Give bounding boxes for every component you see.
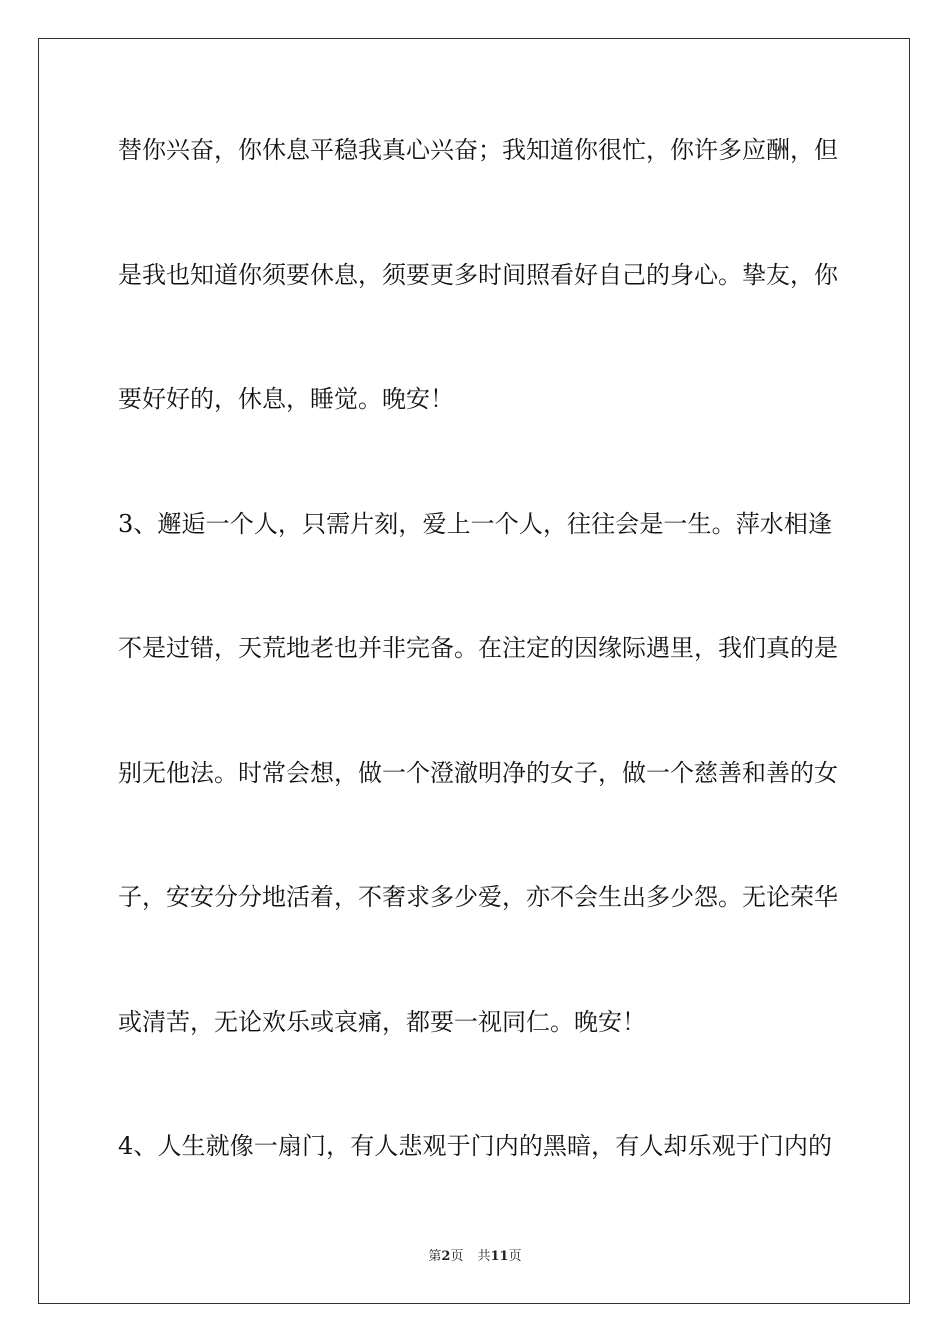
- text-line-6: 别无他法。时常会想，做一个澄澈明净的女子，做一个慈善和善的女: [118, 758, 838, 787]
- text-line-2: 是我也知道你须要休息，须要更多时间照看好自己的身心。挚友，你: [118, 260, 838, 289]
- document-body: [118, 126, 838, 1247]
- total-suffix: 页: [508, 1249, 522, 1264]
- page-suffix: 页: [450, 1249, 464, 1264]
- text-line-1: 替你兴奋，你休息平稳我真心兴奋；我知道你很忙，你许多应酬，但: [118, 136, 838, 164]
- page-prefix: 第: [428, 1249, 442, 1264]
- text-line-4: 3、邂逅一个人，只需片刻，爱上一个人，往往会是一生。萍水相逢: [118, 509, 832, 538]
- text-line-9: 4、人生就像一扇门，有人悲观于门内的黑暗，有人却乐观于门内的: [118, 1132, 832, 1160]
- text-line-7: 子，安安分分地活着，不奢求多少爱，亦不会生出多少怨。无论荣华: [118, 883, 838, 911]
- total-prefix: 共: [477, 1249, 491, 1264]
- total-pages: 11: [490, 1249, 509, 1264]
- page-footer: [0, 1248, 950, 1266]
- text-line-5: 不是过错，天荒地老也并非完备。在注定的因缘际遇里，我们真的是: [118, 634, 838, 662]
- text-line-8: 或清苦，无论欢乐或哀痛，都要一视同仁。晚安！: [118, 1007, 646, 1036]
- text-line-3: 要好好的，休息，睡觉。晚安！: [118, 385, 454, 413]
- page-number: 2: [441, 1249, 451, 1264]
